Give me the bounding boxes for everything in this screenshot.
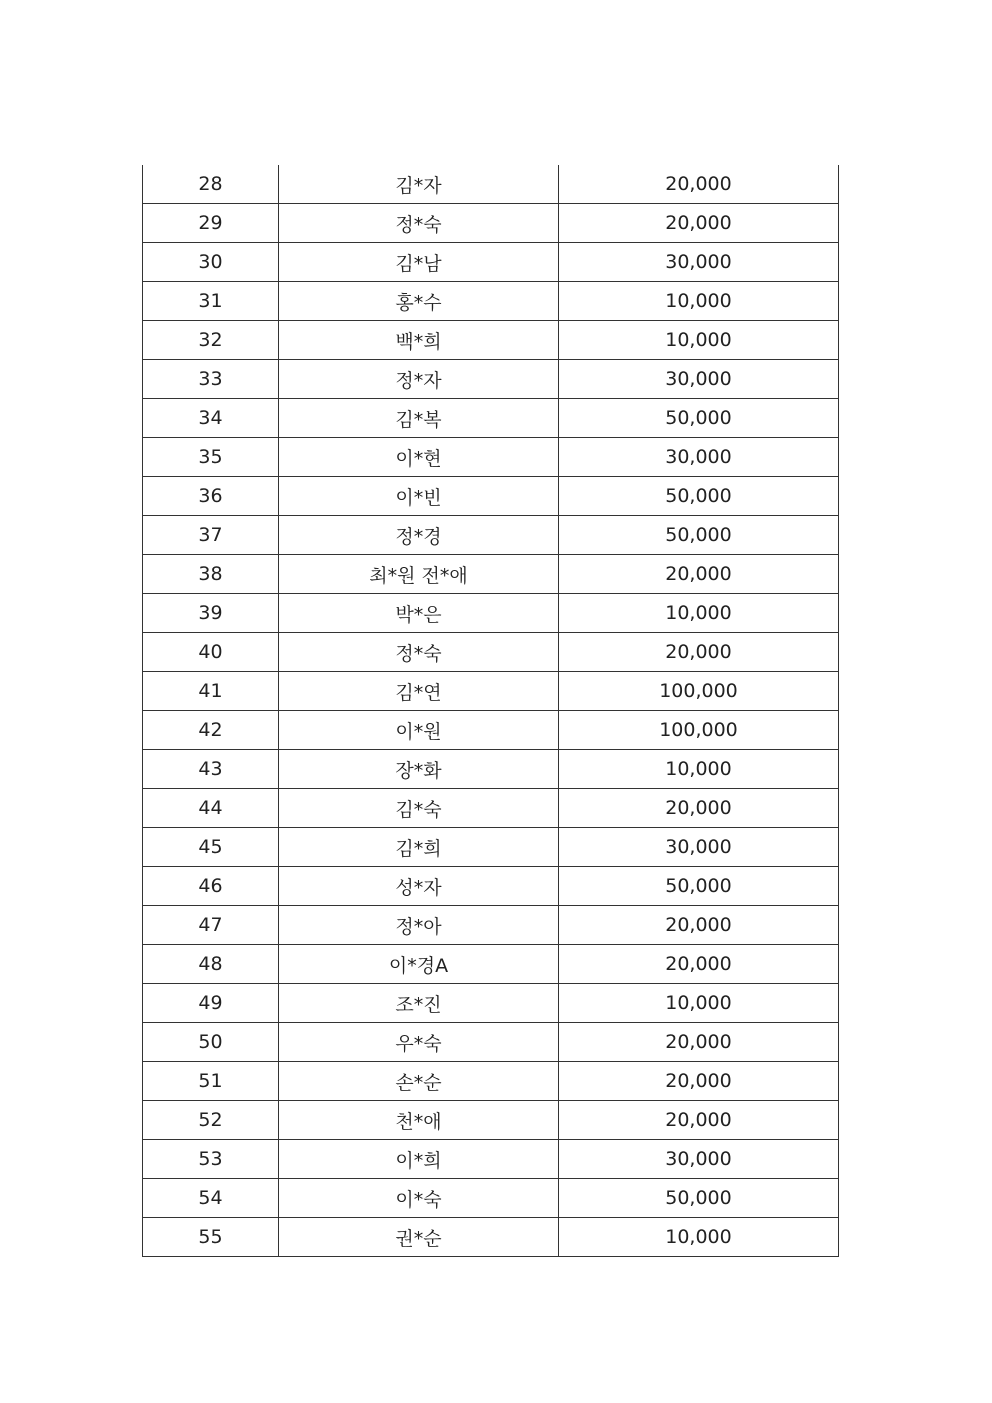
donor-name-cell: 백*희: [279, 321, 559, 360]
donation-amount-cell: 50,000: [559, 516, 839, 555]
row-number-cell: 38: [143, 555, 279, 594]
table-row: [143, 1218, 839, 1257]
donation-amount-cell: 30,000: [559, 360, 839, 399]
table-row: [143, 204, 839, 243]
donation-amount-cell: 10,000: [559, 750, 839, 789]
donation-amount-cell: 20,000: [559, 789, 839, 828]
row-number-cell: 45: [143, 828, 279, 867]
row-number-cell: 55: [143, 1218, 279, 1257]
donation-amount-cell: 20,000: [559, 555, 839, 594]
table-row: [143, 399, 839, 438]
donation-amount-cell: 20,000: [559, 204, 839, 243]
table-row: [143, 984, 839, 1023]
row-number-cell: 53: [143, 1140, 279, 1179]
row-number-cell: 50: [143, 1023, 279, 1062]
table-row: [143, 594, 839, 633]
donor-name-cell: 김*희: [279, 828, 559, 867]
row-number-cell: 47: [143, 906, 279, 945]
table-row: [143, 165, 839, 204]
donor-name-cell: 이*현: [279, 438, 559, 477]
donation-amount-cell: 50,000: [559, 477, 839, 516]
donation-amount-cell: 50,000: [559, 399, 839, 438]
row-number-cell: 44: [143, 789, 279, 828]
table-row: [143, 1062, 839, 1101]
row-number-cell: 37: [143, 516, 279, 555]
row-number-cell: 39: [143, 594, 279, 633]
donor-name-cell: 정*아: [279, 906, 559, 945]
row-number-cell: 46: [143, 867, 279, 906]
donor-name-cell: 이*빈: [279, 477, 559, 516]
donor-name-cell: 최*원 전*애: [279, 555, 559, 594]
row-number-cell: 51: [143, 1062, 279, 1101]
table-row: [143, 1023, 839, 1062]
donor-name-cell: 성*자: [279, 867, 559, 906]
donation-amount-cell: 10,000: [559, 282, 839, 321]
table-row: [143, 477, 839, 516]
donor-name-cell: 김*숙: [279, 789, 559, 828]
donor-name-cell: 김*복: [279, 399, 559, 438]
table-row: [143, 516, 839, 555]
table-row: [143, 633, 839, 672]
table-row: [143, 1179, 839, 1218]
row-number-cell: 31: [143, 282, 279, 321]
donor-table: [142, 165, 839, 1257]
donor-name-cell: 김*자: [279, 165, 559, 204]
row-number-cell: 43: [143, 750, 279, 789]
donor-name-cell: 박*은: [279, 594, 559, 633]
donor-name-cell: 장*화: [279, 750, 559, 789]
row-number-cell: 48: [143, 945, 279, 984]
donor-name-cell: 홍*수: [279, 282, 559, 321]
donation-amount-cell: 50,000: [559, 867, 839, 906]
table-row: [143, 243, 839, 282]
donor-name-cell: 김*남: [279, 243, 559, 282]
donor-name-cell: 이*희: [279, 1140, 559, 1179]
table-row: [143, 1140, 839, 1179]
donation-amount-cell: 30,000: [559, 243, 839, 282]
row-number-cell: 36: [143, 477, 279, 516]
donor-table-body: [143, 165, 839, 1257]
row-number-cell: 41: [143, 672, 279, 711]
donor-name-cell: 정*자: [279, 360, 559, 399]
table-row: [143, 438, 839, 477]
row-number-cell: 32: [143, 321, 279, 360]
table-row: [143, 828, 839, 867]
donation-amount-cell: 30,000: [559, 438, 839, 477]
table-row: [143, 360, 839, 399]
donation-amount-cell: 20,000: [559, 945, 839, 984]
row-number-cell: 29: [143, 204, 279, 243]
donor-name-cell: 이*경A: [279, 945, 559, 984]
donation-amount-cell: 10,000: [559, 984, 839, 1023]
row-number-cell: 49: [143, 984, 279, 1023]
donor-name-cell: 정*경: [279, 516, 559, 555]
row-number-cell: 34: [143, 399, 279, 438]
row-number-cell: 42: [143, 711, 279, 750]
donation-amount-cell: 20,000: [559, 633, 839, 672]
donor-name-cell: 우*숙: [279, 1023, 559, 1062]
donation-amount-cell: 100,000: [559, 672, 839, 711]
row-number-cell: 30: [143, 243, 279, 282]
row-number-cell: 35: [143, 438, 279, 477]
donor-name-cell: 손*순: [279, 1062, 559, 1101]
table-row: [143, 750, 839, 789]
table-row: [143, 945, 839, 984]
donation-amount-cell: 30,000: [559, 828, 839, 867]
row-number-cell: 52: [143, 1101, 279, 1140]
table-row: [143, 672, 839, 711]
donor-name-cell: 이*숙: [279, 1179, 559, 1218]
donation-amount-cell: 10,000: [559, 1218, 839, 1257]
donation-amount-cell: 20,000: [559, 1023, 839, 1062]
table-row: [143, 867, 839, 906]
donation-amount-cell: 10,000: [559, 321, 839, 360]
donation-amount-cell: 20,000: [559, 1101, 839, 1140]
donation-amount-cell: 30,000: [559, 1140, 839, 1179]
donation-amount-cell: 20,000: [559, 1062, 839, 1101]
table-row: [143, 711, 839, 750]
donor-name-cell: 이*원: [279, 711, 559, 750]
donation-amount-cell: 100,000: [559, 711, 839, 750]
table-row: [143, 1101, 839, 1140]
row-number-cell: 28: [143, 165, 279, 204]
table-row: [143, 555, 839, 594]
table-row: [143, 282, 839, 321]
donor-name-cell: 정*숙: [279, 633, 559, 672]
table-row: [143, 321, 839, 360]
donation-amount-cell: 20,000: [559, 906, 839, 945]
row-number-cell: 33: [143, 360, 279, 399]
donor-name-cell: 천*애: [279, 1101, 559, 1140]
table-row: [143, 906, 839, 945]
donation-amount-cell: 50,000: [559, 1179, 839, 1218]
row-number-cell: 54: [143, 1179, 279, 1218]
donation-amount-cell: 20,000: [559, 165, 839, 204]
donation-amount-cell: 10,000: [559, 594, 839, 633]
table-row: [143, 789, 839, 828]
donor-name-cell: 권*순: [279, 1218, 559, 1257]
donor-name-cell: 김*연: [279, 672, 559, 711]
donor-name-cell: 정*숙: [279, 204, 559, 243]
row-number-cell: 40: [143, 633, 279, 672]
donor-name-cell: 조*진: [279, 984, 559, 1023]
